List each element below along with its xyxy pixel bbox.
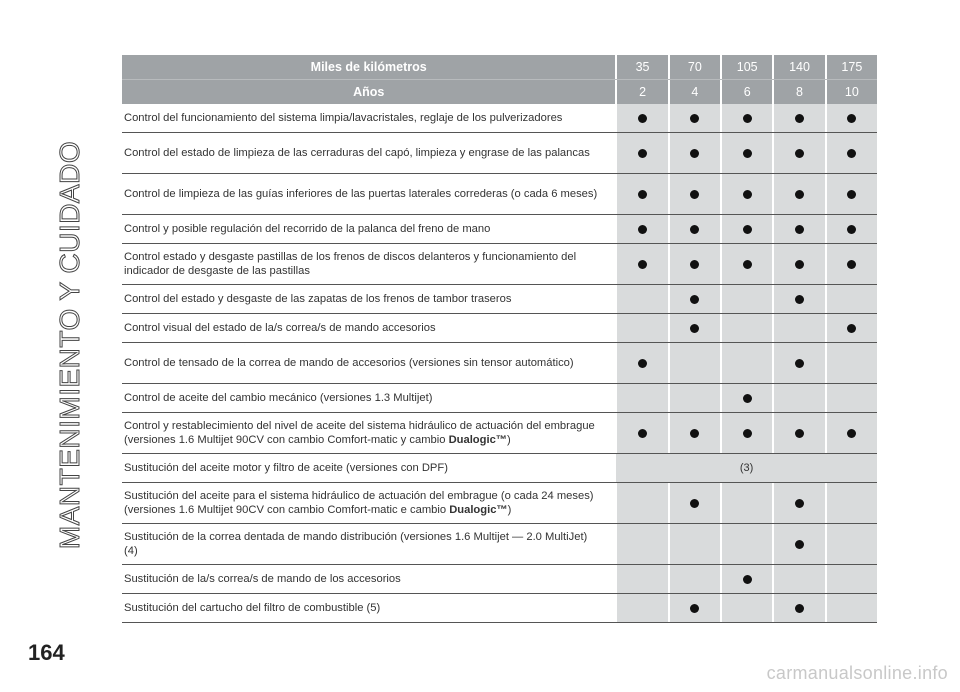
interval-cell: [668, 244, 720, 284]
interval-cell: [668, 343, 720, 383]
interval-cell: [825, 174, 877, 214]
interval-cell: [668, 594, 720, 622]
interval-cell: [668, 174, 720, 214]
check-dot-icon: [690, 260, 699, 269]
interval-cell: [668, 483, 720, 523]
interval-cell: [720, 104, 772, 132]
interval-cell: [615, 413, 667, 453]
interval-cell: [615, 104, 667, 132]
year-value: 2: [615, 80, 667, 104]
km-value: 175: [825, 55, 877, 79]
table-row: [122, 104, 877, 133]
years-label: Años: [353, 85, 385, 99]
check-dot-icon: [847, 225, 856, 234]
table-row: [122, 343, 877, 384]
check-dot-icon: [795, 429, 804, 438]
interval-cell: [825, 413, 877, 453]
interval-cell: [772, 565, 824, 593]
check-dot-icon: [690, 190, 699, 199]
interval-cell: [772, 285, 824, 313]
year-value: 4: [668, 80, 720, 104]
interval-cell: [772, 215, 824, 243]
interval-cell: [825, 483, 877, 523]
check-dot-icon: [638, 190, 647, 199]
interval-cell: [825, 215, 877, 243]
header-years-row: [122, 79, 877, 104]
check-dot-icon: [795, 114, 804, 123]
row-description: Control de aceite del cambio mecánico (versiones 1.3 Multijet): [124, 392, 433, 404]
interval-cell: [668, 565, 720, 593]
table-row: [122, 133, 877, 174]
interval-cell: [720, 244, 772, 284]
interval-cell: [615, 384, 667, 412]
check-dot-icon: [847, 190, 856, 199]
check-dot-icon: [743, 429, 752, 438]
check-dot-icon: [795, 260, 804, 269]
row-description: Control de limpieza de las guías inferiores de las puertas laterales correderas (o cada 6 meses): [124, 188, 598, 200]
table-row: [122, 244, 877, 285]
interval-cell: [772, 174, 824, 214]
interval-cell: [615, 285, 667, 313]
check-dot-icon: [847, 260, 856, 269]
check-dot-icon: [795, 540, 804, 549]
interval-cell: [772, 524, 824, 564]
interval-cell: [720, 483, 772, 523]
row-description: Control y posible regulación del recorrido de la palanca del freno de mano: [124, 223, 491, 235]
km-value: 35: [615, 55, 667, 79]
interval-cell: [615, 565, 667, 593]
interval-cell: [668, 133, 720, 173]
row-description: Control del funcionamiento del sistema limpia/lavacristales, reglaje de los pulverizadores: [124, 112, 563, 124]
interval-cell: [825, 524, 877, 564]
check-dot-icon: [638, 225, 647, 234]
check-dot-icon: [743, 225, 752, 234]
row-description: Control del estado y desgaste de las zapatas de los frenos de tambor traseros: [124, 293, 512, 305]
check-dot-icon: [638, 149, 647, 158]
interval-cell: [825, 244, 877, 284]
interval-cell: [720, 413, 772, 453]
year-value: 6: [720, 80, 772, 104]
row-description: Sustitución de la/s correa/s de mando de los accesorios: [124, 573, 401, 585]
check-dot-icon: [638, 260, 647, 269]
check-dot-icon: [743, 190, 752, 199]
check-dot-icon: [847, 149, 856, 158]
interval-cell: [772, 483, 824, 523]
page-number: 164: [28, 640, 65, 665]
interval-cell: [825, 565, 877, 593]
interval-cell: [615, 594, 667, 622]
check-dot-icon: [638, 359, 647, 368]
interval-cell: [720, 565, 772, 593]
interval-cell: [720, 343, 772, 383]
interval-cell: [668, 413, 720, 453]
check-dot-icon: [795, 190, 804, 199]
check-dot-icon: [847, 429, 856, 438]
interval-cell: [772, 133, 824, 173]
interval-cell: [772, 413, 824, 453]
interval-cell: [825, 133, 877, 173]
check-dot-icon: [690, 114, 699, 123]
year-value: 10: [825, 80, 877, 104]
interval-cell: [825, 314, 877, 342]
check-dot-icon: [690, 295, 699, 304]
interval-cell: [825, 343, 877, 383]
interval-cell: [668, 285, 720, 313]
interval-cell: [615, 215, 667, 243]
interval-cell: [615, 343, 667, 383]
km-value: 140: [772, 55, 824, 79]
interval-cell: [615, 314, 667, 342]
interval-cell: [720, 314, 772, 342]
interval-cell: [720, 133, 772, 173]
table-row: [122, 454, 877, 483]
check-dot-icon: [638, 429, 647, 438]
interval-cell: [720, 174, 772, 214]
interval-cell: [668, 524, 720, 564]
row-description: Control del estado de limpieza de las cerraduras del capó, limpieza y engrase de las palancas: [124, 147, 590, 159]
interval-cell: [668, 215, 720, 243]
row-note: (3): [614, 454, 877, 482]
check-dot-icon: [690, 604, 699, 613]
check-dot-icon: [690, 499, 699, 508]
maintenance-table: [122, 55, 877, 623]
interval-cell: [772, 384, 824, 412]
interval-cell: [825, 285, 877, 313]
interval-cell: [825, 384, 877, 412]
check-dot-icon: [795, 225, 804, 234]
row-description: Control de tensado de la correa de mando de accesorios (versiones sin tensor automático): [124, 357, 574, 369]
year-value: 8: [772, 80, 824, 104]
check-dot-icon: [795, 149, 804, 158]
interval-cell: [720, 594, 772, 622]
check-dot-icon: [795, 359, 804, 368]
row-description: Sustitución del aceite para el sistema hidráulico de actuación del embrague (o cada 24 meses) (versiones 1.6 Multijet 90CV con cambio Comfort-matic e cambio Dualogic™): [124, 490, 594, 516]
interval-cell: [615, 133, 667, 173]
interval-cell: [720, 384, 772, 412]
row-description: Control estado y desgaste pastillas de los frenos de discos delanteros y funcionamiento del indicador de desgaste de las pastillas: [124, 251, 577, 277]
check-dot-icon: [795, 499, 804, 508]
table-row: [122, 483, 877, 524]
row-description: Sustitución de la correa dentada de mando distribución (versiones 1.6 Multijet — 2.0 MultiJet) (4): [124, 531, 588, 557]
interval-cell: [668, 104, 720, 132]
interval-cell: [772, 244, 824, 284]
table-row: [122, 215, 877, 244]
table-row: [122, 524, 877, 565]
interval-cell: [825, 104, 877, 132]
check-dot-icon: [743, 114, 752, 123]
check-dot-icon: [743, 394, 752, 403]
header-km-row: [122, 55, 877, 79]
table-row: [122, 413, 877, 454]
interval-cell: [772, 594, 824, 622]
table-row: [122, 285, 877, 314]
check-dot-icon: [638, 114, 647, 123]
interval-cell: [668, 384, 720, 412]
row-description: Sustitución del cartucho del filtro de combustible (5): [124, 602, 381, 614]
interval-cell: [720, 215, 772, 243]
interval-cell: [772, 314, 824, 342]
interval-cell: [615, 174, 667, 214]
km-label: Miles de kilómetros: [310, 60, 427, 74]
check-dot-icon: [847, 114, 856, 123]
check-dot-icon: [690, 225, 699, 234]
check-dot-icon: [743, 260, 752, 269]
check-dot-icon: [795, 604, 804, 613]
table-row: [122, 565, 877, 594]
row-description: Control visual del estado de la/s correa/s de mando accesorios: [124, 322, 436, 334]
table-body: [122, 104, 877, 623]
interval-cell: [825, 594, 877, 622]
interval-cell: [720, 524, 772, 564]
km-value: 70: [668, 55, 720, 79]
interval-cell: [615, 244, 667, 284]
check-dot-icon: [743, 149, 752, 158]
check-dot-icon: [690, 324, 699, 333]
km-value: 105: [720, 55, 772, 79]
check-dot-icon: [690, 429, 699, 438]
interval-cell: [772, 343, 824, 383]
section-title: MANTENIMIENTO Y CUIDADO: [54, 140, 85, 550]
interval-cell: [615, 524, 667, 564]
row-description: Sustitución del aceite motor y filtro de aceite (versiones con DPF): [124, 462, 448, 474]
check-dot-icon: [847, 324, 856, 333]
check-dot-icon: [795, 295, 804, 304]
table-row: [122, 314, 877, 343]
interval-cell: [615, 483, 667, 523]
check-dot-icon: [743, 575, 752, 584]
interval-cell: [720, 285, 772, 313]
table-row: [122, 384, 877, 413]
check-dot-icon: [690, 149, 699, 158]
row-description: Control y restablecimiento del nivel de aceite del sistema hidráulico de actuación del embrague (versiones 1.6 Multijet 90CV con cambio Comfort-matic y cambio Dualogic™): [124, 420, 595, 446]
interval-cell: [772, 104, 824, 132]
table-row: [122, 594, 877, 623]
interval-cell: [668, 314, 720, 342]
watermark: carmanualsonline.info: [766, 663, 948, 683]
table-row: [122, 174, 877, 215]
